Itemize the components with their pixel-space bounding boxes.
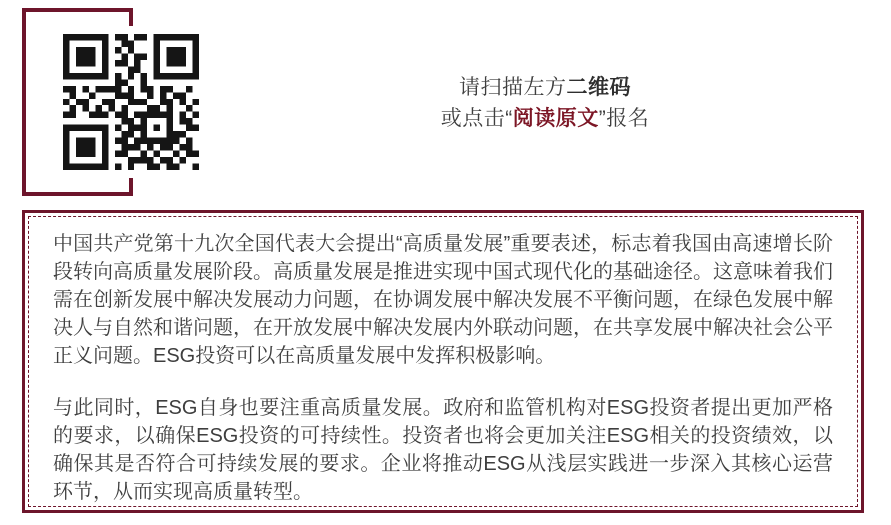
caption-line1-bold-text: 二维码 — [566, 76, 631, 99]
article-box-inner — [28, 216, 858, 507]
paragraph-2: 与此同时，ESG自身也要注重高质量发展。政府和监管机构对ESG投资者提出更加严格的要求，以确保ESG投资的可持续性。投资者也将会更加关注ESG相关的投资绩效，以确保其是否符合可持续发展的要求。企业将推动ESG从浅层实践进一步深入其核心运营环节，从而实现高质量转型。 — [53, 397, 833, 503]
open-quote: “ — [505, 107, 513, 130]
paragraph-1: 中国共产党第十九次全国代表大会提出“高质量发展”重要表述，标志着我国由高速增长阶段转向高质量发展阶段。高质量发展是推进实现中国式现代化的基础途径。这意味着我们需在创新发展中解决发展动力问题，在协调发展中解决发展不平衡问题，在绿色发展中解决人与自然和谐问题，在开放发展中解决发展内外联动问题，在共享发展中解决社会公平正义问题。ESG投资可以在高质量发展中发挥积极影响。 — [53, 233, 833, 367]
article-box — [22, 210, 864, 513]
caption-line2-text: 或点击 — [440, 107, 506, 130]
scan-caption — [240, 72, 850, 134]
read-original-link[interactable]: 阅读原文 — [512, 107, 599, 130]
caption-line1-text: 请扫描左方 — [459, 76, 567, 99]
close-quote: ” — [598, 107, 607, 130]
caption-line2-suffix: 报名 — [606, 107, 650, 130]
caption-line-1 — [240, 72, 850, 103]
qr-code — [63, 34, 199, 170]
caption-line-2 — [240, 103, 850, 134]
